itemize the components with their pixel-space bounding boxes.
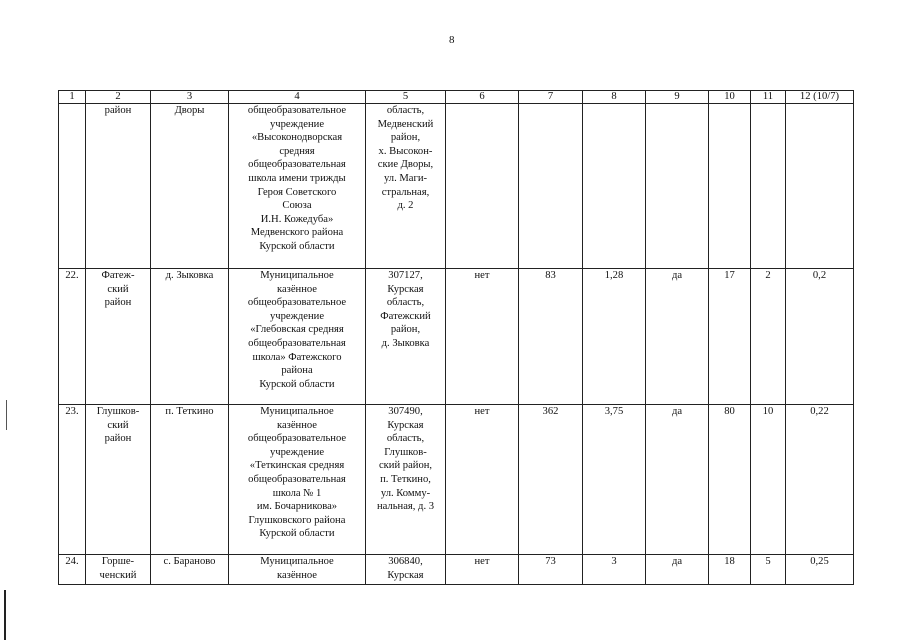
address-cell-line: область, — [386, 105, 425, 116]
column-header-row — [59, 91, 854, 104]
row-number-cell — [59, 104, 86, 269]
col11-cell: 5 — [751, 555, 786, 585]
address-cell-line: д. 2 — [397, 200, 414, 212]
address-cell-line: ул. Маги- — [383, 172, 428, 184]
institution-cell-line: учреждение — [269, 446, 325, 458]
institution-cell-line: школа № 1 — [272, 487, 322, 499]
address-cell-line: х. Высокон- — [378, 145, 433, 157]
col6-cell: нет — [446, 405, 519, 555]
col8-cell: 3 — [583, 555, 646, 585]
table-row — [59, 269, 854, 405]
address-cell-line: нальная, д. 3 — [376, 501, 435, 513]
page-number: 8 — [449, 34, 455, 46]
district-cell-line: район — [104, 105, 132, 116]
address-cell-line: 307490, — [388, 406, 423, 417]
row-number-cell: 22. — [59, 269, 86, 405]
institution-cell-line: Муниципальное — [260, 556, 334, 567]
institution-cell-line: «Теткинская средняя — [249, 460, 345, 472]
col-header: 10 — [709, 91, 751, 104]
address-cell-line: Курская — [387, 283, 424, 295]
address-cell — [366, 405, 446, 555]
col10-cell: 80 — [709, 405, 751, 555]
col10-cell: 17 — [709, 269, 751, 405]
address-cell-line: район, — [390, 132, 421, 144]
table-row — [59, 104, 854, 269]
col7-cell — [519, 104, 583, 269]
table-row — [59, 555, 854, 585]
col7-cell: 362 — [519, 405, 583, 555]
institution-cell-line: Муниципальное — [260, 406, 334, 417]
institution-cell-line: им. Бочарникова» — [256, 501, 338, 513]
institution-cell-line: Курской области — [259, 240, 335, 252]
col-header: 3 — [151, 91, 229, 104]
district-cell-line: Глушков- — [96, 406, 140, 417]
address-cell — [366, 555, 446, 585]
col-header: 8 — [583, 91, 646, 104]
settlement-cell-line: Дворы — [174, 105, 205, 116]
institution-cell — [229, 269, 366, 405]
institution-cell-line: учреждение — [269, 118, 325, 130]
col-header: 1 — [59, 91, 86, 104]
col7-cell: 83 — [519, 269, 583, 405]
col10-cell: 18 — [709, 555, 751, 585]
institution-cell — [229, 405, 366, 555]
institution-cell-line: Союза — [282, 200, 312, 212]
settlement-cell — [151, 405, 229, 555]
address-cell-line: Фатежский — [380, 310, 431, 322]
institution-cell-line: Курской области — [259, 378, 335, 390]
institution-cell-line: казённое — [276, 283, 318, 295]
ratio-cell: 0,2 — [786, 269, 854, 405]
col8-cell: 3,75 — [583, 405, 646, 555]
col11-cell: 10 — [751, 405, 786, 555]
col10-cell — [709, 104, 751, 269]
institution-cell-line: общеобразовательное — [247, 105, 347, 116]
address-cell-line: Курская — [387, 569, 424, 581]
col8-cell — [583, 104, 646, 269]
address-cell-line: д. Зыковка — [381, 337, 430, 349]
district-cell — [86, 269, 151, 405]
address-cell-line: Медвенский — [377, 118, 434, 130]
address-cell — [366, 269, 446, 405]
district-cell-line: район — [104, 297, 132, 309]
institution-cell-line: района — [281, 365, 313, 377]
address-cell-line: стральная, — [381, 186, 430, 198]
col-header: 4 — [229, 91, 366, 104]
settlement-cell — [151, 269, 229, 405]
address-cell-line: ский район, — [378, 460, 433, 472]
col-header: 5 — [366, 91, 446, 104]
institution-cell-line: учреждение — [269, 310, 325, 322]
district-cell — [86, 405, 151, 555]
address-cell-line: 306840, — [388, 556, 423, 567]
institution-cell-line: общеобразовательное — [247, 297, 347, 309]
col-header: 2 — [86, 91, 151, 104]
col-header: 7 — [519, 91, 583, 104]
address-cell-line: ские Дворы, — [377, 159, 434, 171]
district-cell-line: Горше- — [101, 556, 135, 567]
col9-cell: да — [646, 269, 709, 405]
ratio-cell — [786, 104, 854, 269]
address-cell-line: п. Теткино, — [380, 473, 431, 485]
col6-cell: нет — [446, 555, 519, 585]
institution-cell-line: Медвенского района — [250, 227, 344, 239]
institution-cell-line: Глушковского района — [248, 514, 346, 526]
institution-cell-line: школа имени трижды — [248, 172, 346, 184]
institution-cell-line: «Глебовская средняя — [250, 324, 344, 336]
institution-cell-line: общеобразовательная — [248, 337, 346, 349]
district-cell-line: ченский — [99, 569, 137, 581]
scan-edge-mark — [4, 590, 6, 640]
address-cell-line: район, — [390, 324, 421, 336]
settlement-cell-line: с. Бараново — [163, 556, 216, 567]
row-number-cell: 24. — [59, 555, 86, 585]
scan-edge-mark — [6, 400, 7, 430]
col8-cell: 1,28 — [583, 269, 646, 405]
institution-cell-line: казённое — [276, 569, 318, 581]
institution-cell-line: Муниципальное — [260, 270, 334, 281]
institution-cell-line: общеобразовательное — [247, 433, 347, 445]
col6-cell — [446, 104, 519, 269]
col7-cell: 73 — [519, 555, 583, 585]
schools-table — [58, 90, 854, 585]
ratio-cell: 0,25 — [786, 555, 854, 585]
settlement-cell-line: п. Теткино — [165, 406, 214, 417]
ratio-cell: 0,22 — [786, 405, 854, 555]
institution-cell-line: общеобразовательная — [248, 473, 346, 485]
settlement-cell — [151, 555, 229, 585]
table-row — [59, 405, 854, 555]
institution-cell-line: Курской области — [259, 528, 335, 540]
row-number-cell: 23. — [59, 405, 86, 555]
col9-cell: да — [646, 405, 709, 555]
institution-cell-line: средняя — [279, 145, 315, 157]
col11-cell: 2 — [751, 269, 786, 405]
institution-cell-line: Героя Советского — [257, 186, 337, 198]
district-cell-line: ский — [107, 283, 129, 295]
col9-cell: да — [646, 555, 709, 585]
institution-cell — [229, 555, 366, 585]
district-cell-line: район — [104, 433, 132, 445]
address-cell-line: 307127, — [388, 270, 423, 281]
institution-cell-line: казённое — [276, 419, 318, 431]
address-cell — [366, 104, 446, 269]
institution-cell-line: «Высоконодворская — [251, 132, 343, 144]
institution-cell-line: школа» Фатежского — [252, 351, 342, 363]
col-header: 12 (10/7) — [786, 91, 854, 104]
institution-cell-line: И.Н. Кожедуба» — [260, 213, 334, 225]
institution-cell-line: общеобразовательная — [248, 159, 346, 171]
address-cell-line: ул. Комму- — [380, 487, 431, 499]
district-cell — [86, 104, 151, 269]
address-cell-line: область, — [386, 433, 425, 445]
institution-cell — [229, 104, 366, 269]
address-cell-line: Глушков- — [384, 446, 427, 458]
col-header: 11 — [751, 91, 786, 104]
col6-cell: нет — [446, 269, 519, 405]
col9-cell — [646, 104, 709, 269]
address-cell-line: область, — [386, 297, 425, 309]
district-cell — [86, 555, 151, 585]
address-cell-line: Курская — [387, 419, 424, 431]
col11-cell — [751, 104, 786, 269]
settlement-cell-line: д. Зыковка — [165, 270, 214, 281]
col-header: 9 — [646, 91, 709, 104]
col-header: 6 — [446, 91, 519, 104]
district-cell-line: ский — [107, 419, 129, 431]
district-cell-line: Фатеж- — [101, 270, 135, 281]
settlement-cell — [151, 104, 229, 269]
